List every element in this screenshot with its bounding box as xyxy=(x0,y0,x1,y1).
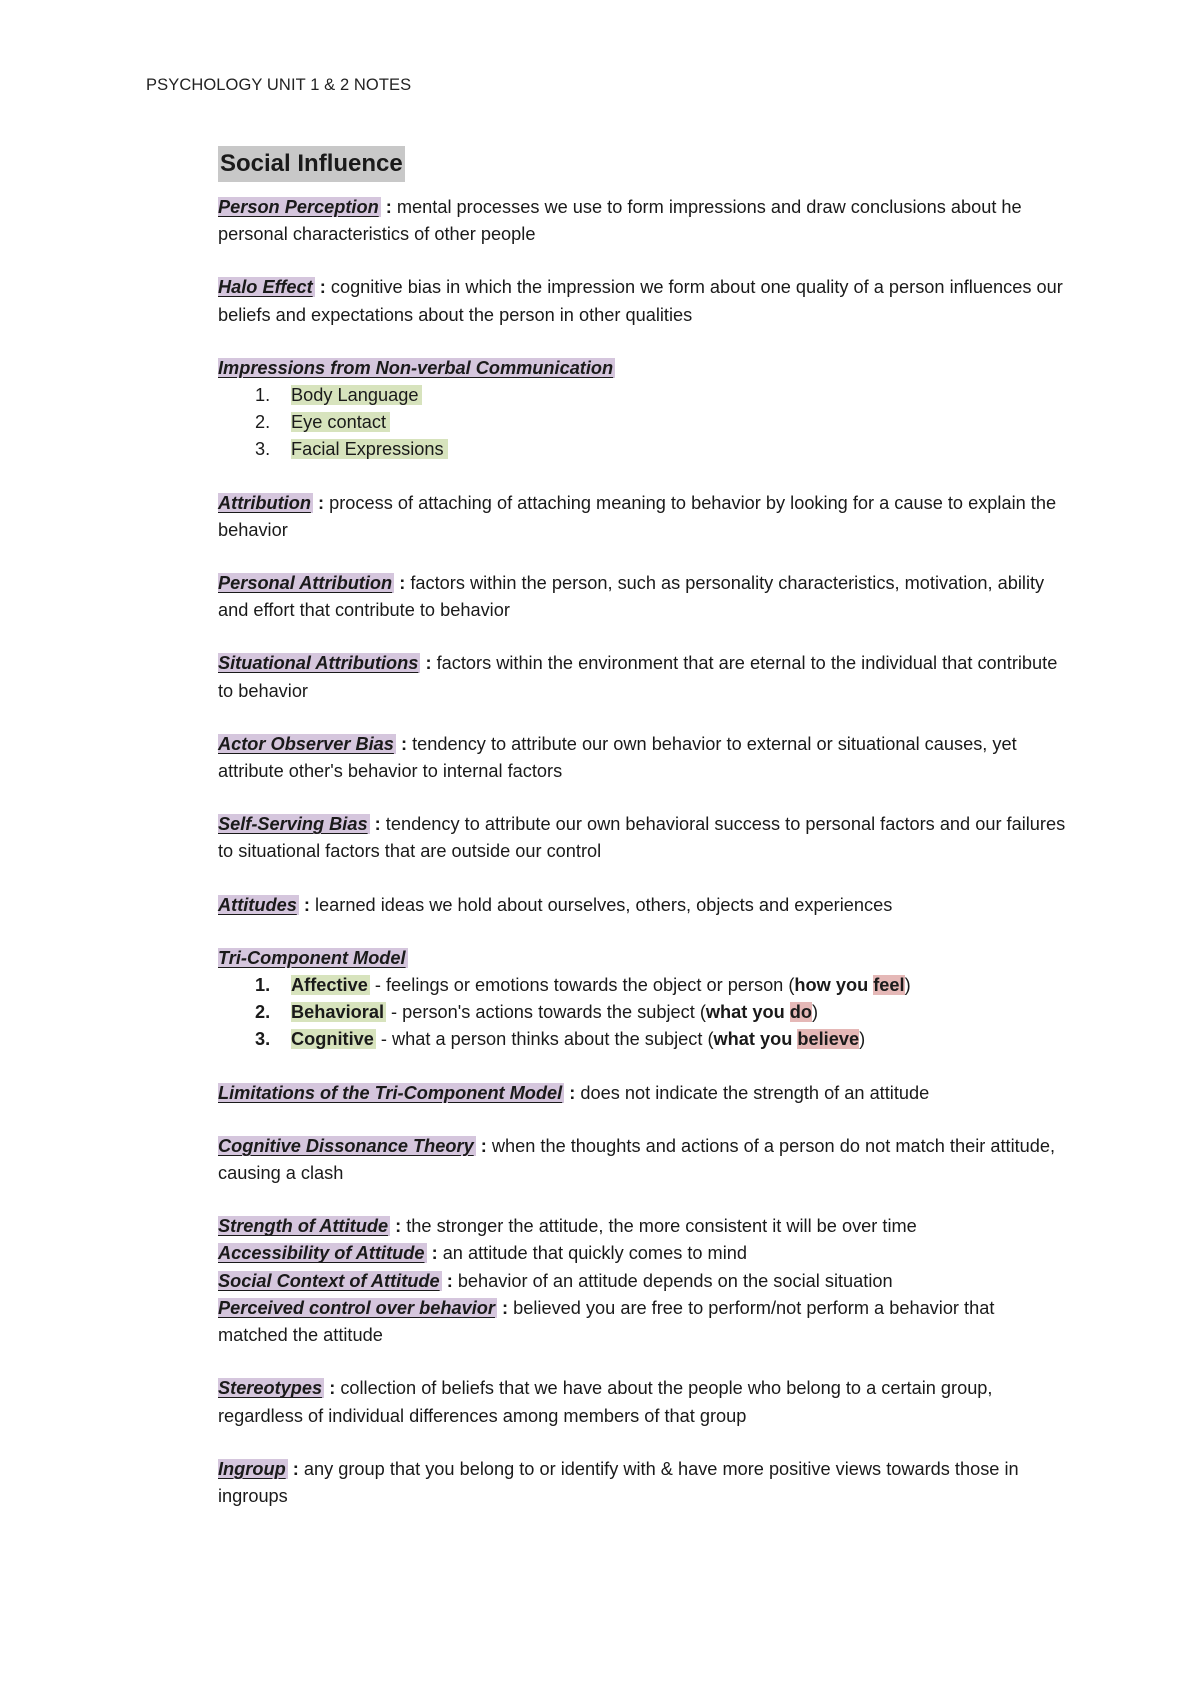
definition-halo-effect: cognitive bias in which the impression we form about one quality of a person influences our beliefs and expectations about the person in other qualities xyxy=(218,277,1063,325)
page-header: PSYCHOLOGY UNIT 1 & 2 NOTES xyxy=(146,76,412,94)
definition-cognitive-dissonance: when the thoughts and actions of a person do not match their attitude, causing a clash xyxy=(218,1135,1056,1184)
entry-accessibility-of-attitude: Accessibility of Attitude : an attitude that quickly comes to mind xyxy=(218,1243,747,1264)
term-actor-observer-bias: Actor Observer Bias xyxy=(218,733,394,754)
component-description: - person's actions towards the subject ( xyxy=(386,1002,706,1023)
entry-attribution: Attribution : process of attaching of attaching meaning to behavior by looking for a cause to explain the behavior xyxy=(218,492,1057,540)
entry-stereotypes: Stereotypes : collection of beliefs that we have about the people who belong to a certain group, regardless of individual differences among members of that group xyxy=(218,1378,993,1426)
entry-attitudes: Attitudes : learned ideas we hold about ourselves, others, objects and experiences xyxy=(218,894,893,915)
component-phrase: what you xyxy=(713,1029,798,1050)
term-stereotypes: Stereotypes xyxy=(218,1378,323,1399)
definition-perceived-control: believed you are free to perform/not perform a behavior that matched the attitude xyxy=(218,1297,995,1346)
term-person-perception: Person Perception xyxy=(218,197,379,217)
entry-cognitive-dissonance: Cognitive Dissonance Theory : when the thoughts and actions of a person do not match their attitude, causing a clash xyxy=(218,1135,1056,1184)
term-tri-component-model: Tri-Component Model xyxy=(218,947,406,968)
term-impressions: Impressions from Non-verbal Communication xyxy=(218,357,614,378)
definition-actor-observer-bias: tendency to attribute our own behavior to external or situational causes, yet attribute other's behavior to internal factors xyxy=(218,733,1017,782)
list-number: 3. xyxy=(255,439,271,460)
definition-social-context-of-attitude: behavior of an attitude depends on the social situation xyxy=(457,1270,893,1291)
entry-perceived-control: Perceived control over behavior : believed you are free to perform/not perform a behavior that matched the attitude xyxy=(218,1297,995,1346)
list-item xyxy=(218,1026,1068,1053)
definition-stereotypes: collection of beliefs that we have about the people who belong to a certain group, regardless of individual differences among members of that group xyxy=(218,1378,993,1426)
definition-attitudes: learned ideas we hold about ourselves, others, objects and experiences xyxy=(315,894,893,915)
list-number: 3. xyxy=(255,1029,271,1050)
tri-component-list xyxy=(218,972,1068,1054)
definition-attribution: process of attaching of attaching meaning to behavior by looking for a cause to explain the behavior xyxy=(218,492,1057,540)
term-cognitive-dissonance: Cognitive Dissonance Theory xyxy=(218,1135,474,1156)
list-item xyxy=(218,382,1068,409)
list-number: 2. xyxy=(255,412,271,433)
definition-personal-attribution: factors within the person, such as personality characteristics, motivation, ability and effort that contribute to behavior xyxy=(218,573,1045,621)
entry-strength-of-attitude: Strength of Attitude : the stronger the attitude, the more consistent it will be over time xyxy=(218,1216,917,1237)
definition-self-serving-bias: tendency to attribute our own behavioral success to personal factors and our failures to situational factors that are outside our control xyxy=(218,814,1066,862)
list-item xyxy=(218,972,1068,999)
component-close: ) xyxy=(859,1029,866,1050)
term-attribution: Attribution xyxy=(218,492,311,513)
entry-social-context-of-attitude: Social Context of Attitude : behavior of an attitude depends on the social situation xyxy=(218,1270,893,1291)
entry-self-serving-bias: Self-Serving Bias : tendency to attribute our own behavioral success to personal factors and our failures to situational factors that are outside our control xyxy=(218,814,1066,862)
component-label: Cognitive xyxy=(291,1029,374,1050)
document-body xyxy=(218,146,1068,1536)
definition-ingroup: any group that you belong to or identify with & have more positive views towards those in ingroups xyxy=(218,1458,1019,1506)
term-perceived-control: Perceived control over behavior xyxy=(218,1297,495,1318)
term-situational-attributions: Situational Attributions xyxy=(218,653,419,674)
term-halo-effect: Halo Effect xyxy=(218,277,313,298)
term-ingroup: Ingroup xyxy=(218,1458,286,1479)
term-strength-of-attitude: Strength of Attitude xyxy=(218,1216,389,1237)
component-label: Behavioral xyxy=(291,1002,384,1023)
list-number: 1. xyxy=(255,385,271,406)
component-key-word: feel xyxy=(873,975,905,996)
list-item xyxy=(218,436,1068,463)
entry-limitations: Limitations of the Tri-Component Model : does not indicate the strength of an attitude xyxy=(218,1082,930,1103)
list-number: 1. xyxy=(255,975,271,996)
list-item-label: Body Language xyxy=(291,385,422,405)
section-title: Social Influence xyxy=(218,146,405,182)
component-phrase: what you xyxy=(705,1002,790,1023)
list-item-label: Eye contact xyxy=(291,412,390,432)
entry-personal-attribution: Personal Attribution : factors within the person, such as personality characteristics, motivation, ability and effort that contribute to behavior xyxy=(218,573,1045,621)
component-key-word: believe xyxy=(797,1029,860,1050)
component-close: ) xyxy=(904,975,911,996)
component-description: - what a person thinks about the subject ( xyxy=(375,1029,714,1050)
list-number: 2. xyxy=(255,1002,271,1023)
definition-limitations: does not indicate the strength of an attitude xyxy=(580,1082,930,1103)
definition-accessibility-of-attitude: an attitude that quickly comes to mind xyxy=(442,1243,747,1264)
term-limitations: Limitations of the Tri-Component Model xyxy=(218,1082,563,1103)
list-item-label: Facial Expressions xyxy=(291,439,448,459)
term-self-serving-bias: Self-Serving Bias xyxy=(218,814,368,835)
section-title-wrap xyxy=(218,146,1068,182)
term-social-context-of-attitude: Social Context of Attitude xyxy=(218,1270,440,1291)
component-key-word: do xyxy=(789,1002,812,1023)
term-accessibility-of-attitude: Accessibility of Attitude xyxy=(218,1243,425,1264)
impressions-list xyxy=(218,382,1068,464)
definition-person-perception: mental processes we use to form impressions and draw conclusions about he personal characteristics of other people xyxy=(218,197,1022,245)
component-close: ) xyxy=(812,1002,819,1023)
term-personal-attribution: Personal Attribution xyxy=(218,573,393,594)
entry-person-perception: Person Perception : mental processes we use to form impressions and draw conclusions about he personal characteristics of other people xyxy=(218,197,1022,245)
component-label: Affective xyxy=(291,975,368,996)
list-item xyxy=(218,999,1068,1026)
definition-strength-of-attitude: the stronger the attitude, the more consistent it will be over time xyxy=(406,1216,917,1237)
term-attitudes: Attitudes xyxy=(218,894,297,915)
entry-actor-observer-bias: Actor Observer Bias : tendency to attribute our own behavior to external or situational causes, yet attribute other's behavior to internal factors xyxy=(218,733,1017,782)
entry-halo-effect: Halo Effect : cognitive bias in which the impression we form about one quality of a person influences our beliefs and expectations about the person in other qualities xyxy=(218,277,1063,325)
entry-situational-attributions: Situational Attributions : factors within the environment that are eternal to the individual that contribute to behavior xyxy=(218,653,1058,701)
component-description: - feelings or emotions towards the object or person ( xyxy=(369,975,795,996)
entry-impressions xyxy=(218,355,1068,464)
component-phrase: how you xyxy=(794,975,874,996)
entry-ingroup: Ingroup : any group that you belong to or identify with & have more positive views towards those in ingroups xyxy=(218,1458,1019,1506)
definition-situational-attributions: factors within the environment that are eternal to the individual that contribute to behavior xyxy=(218,653,1058,701)
list-item xyxy=(218,409,1068,436)
entry-tri-component-model xyxy=(218,945,1068,1054)
